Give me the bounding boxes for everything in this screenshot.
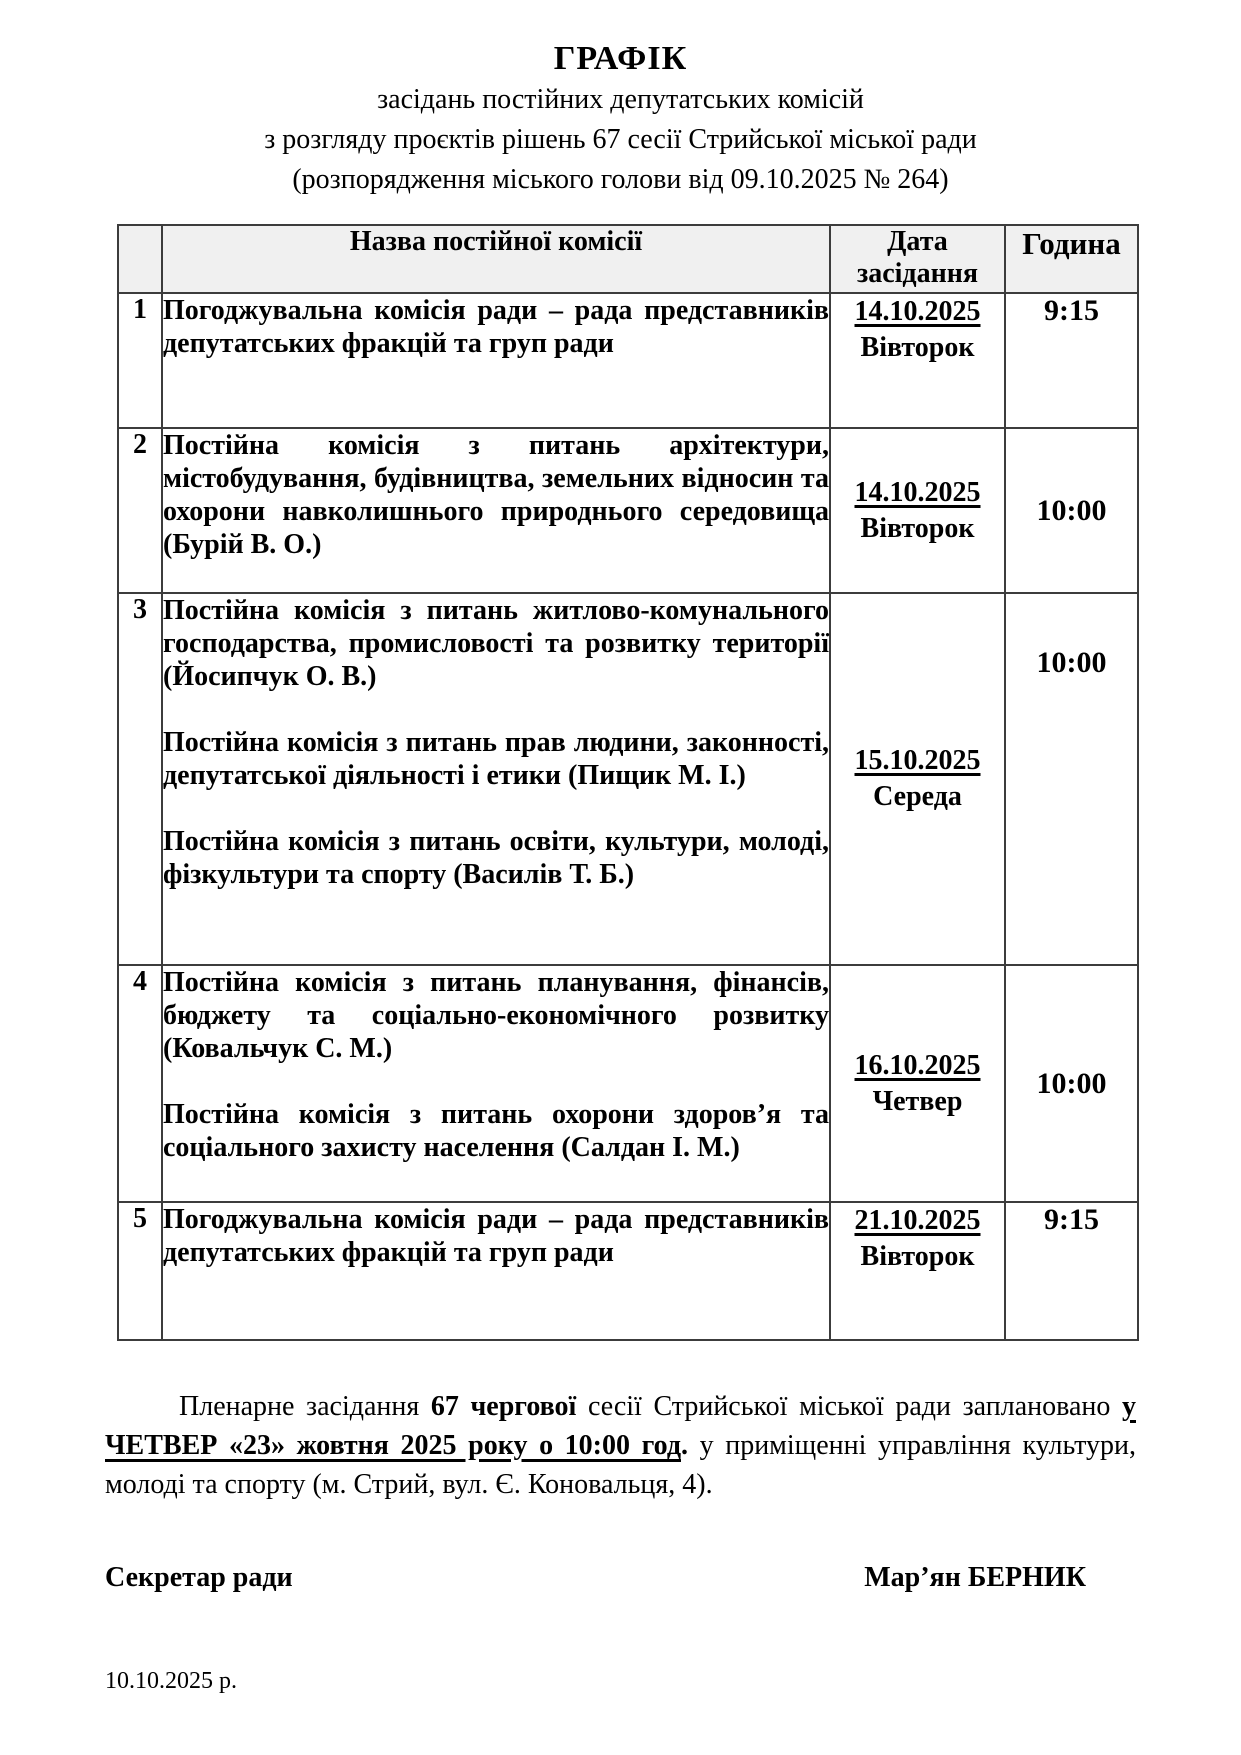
meeting-time: 10:00 [1005,965,1138,1202]
meeting-weekday: Четвер [872,1085,963,1117]
plenary-text: сесії Стрийської міської ради заплановано [576,1391,1122,1422]
page-title: ГРАФІК [553,40,688,77]
meeting-date-cell [830,1202,1005,1340]
meeting-time: 10:00 [1005,593,1138,965]
commission-name-cell [162,965,830,1202]
commission-name-cell [162,293,830,428]
title-block [105,40,1136,200]
plenary-datetime: у ЧЕТВЕР «23» жовтня 2025 року о 10:00 год [105,1391,1136,1461]
signature-row [105,1562,1136,1594]
commission-name-cell [162,1202,830,1340]
meeting-weekday: Вівторок [860,512,975,544]
schedule-table [117,224,1139,1341]
commission-name: Постійна комісія з питань житлово-комунального господарства, промисловості та розвитку території (Йосипчук О. В.) [163,595,829,692]
meeting-weekday: Середа [873,781,962,812]
header-meeting-time: Година [1005,225,1138,293]
commission-name: Постійна комісія з питань прав людини, законності, депутатської діяльності і етики (Пищик М. І.) [163,727,829,791]
meeting-weekday: Вівторок [860,1241,975,1272]
meeting-weekday: Вівторок [860,332,975,363]
row-number: 5 [118,1202,162,1340]
meeting-date: 14.10.2025 [854,296,981,327]
commission-name: Постійна комісія з питань охорони здоров’я та соціального захисту населення (Салдан І. М.) [163,1099,829,1163]
commission-name: Постійна комісія з питань планування, фінансів, бюджету та соціально-економічного розвитку (Ковальчук С. М.) [163,967,829,1064]
table-row [118,293,1138,428]
row-number: 1 [118,293,162,428]
meeting-time: 9:15 [1005,293,1138,428]
plenary-period: . [681,1430,688,1461]
subtitle-line-2: з розгляду проєктів рішень 67 сесії Стрийської міської ради [264,124,977,155]
table-row [118,965,1138,1202]
plenary-location: у приміщенні управління культури, молоді та спорту (м. Стрий, вул. Є. Коновальця, 4). [105,1430,1137,1500]
row-number: 4 [118,965,162,1202]
meeting-time: 10:00 [1005,428,1138,593]
table-row [118,593,1138,965]
meeting-date: 21.10.2025 [854,1205,981,1236]
meeting-date-cell [830,293,1005,428]
meeting-date-cell [830,428,1005,593]
row-number: 3 [118,593,162,965]
meeting-date: 15.10.2025 [854,745,981,776]
commission-name: Постійна комісія з питань архітектури, містобудування, будівництва, земельних відносин та охорони навколишнього природнього середовища (Бурій В. О.) [163,430,829,560]
plenary-session-paragraph [105,1387,1136,1504]
table-row [118,428,1138,593]
commission-name: Погоджувальна комісія ради – рада представників депутатських фракцій та груп ради [163,295,829,359]
commission-name: Погоджувальна комісія ради – рада представників депутатських фракцій та груп ради [163,1204,829,1268]
meeting-date-cell [830,965,1005,1202]
commission-name-cell [162,428,830,593]
row-number: 2 [118,428,162,593]
plenary-text: Пленарне засідання [179,1391,431,1422]
secretary-label: Секретар ради [105,1562,293,1593]
subtitle-line-3: (розпорядження міського голови від 09.10.2025 № 264) [292,164,949,195]
commission-name: Постійна комісія з питань освіти, культури, молоді, фізкультури та спорту (Василів Т. Б.) [163,826,829,890]
header-commission-name: Назва постійної комісії [162,225,830,293]
document-date: 10.10.2025 р. [105,1668,237,1694]
meeting-date-cell [830,593,1005,965]
header-number-cell [118,225,162,293]
header-meeting-date: Дата засідання [830,225,1005,293]
table-row [118,1202,1138,1340]
commission-name-cell [162,593,830,965]
secretary-name: Мар’ян БЕРНИК [864,1562,1086,1593]
table-header-row [118,225,1138,293]
meeting-date: 16.10.2025 [854,1049,981,1081]
subtitle-line-1: засідань постійних депутатських комісій [377,84,864,115]
plenary-session-number: 67 чергової [430,1391,577,1422]
meeting-date: 14.10.2025 [854,476,981,508]
meeting-time: 9:15 [1005,1202,1138,1340]
